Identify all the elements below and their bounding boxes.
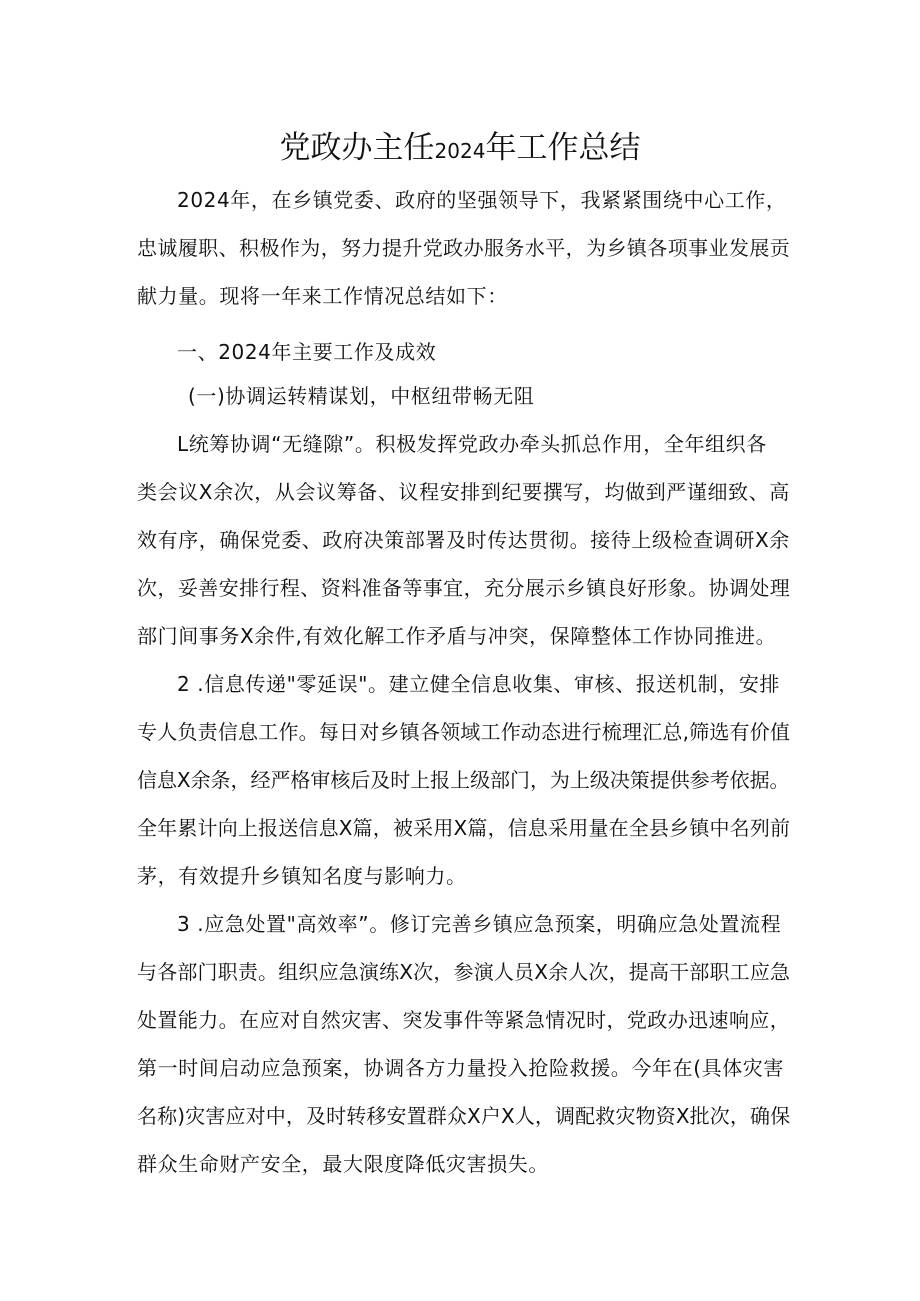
text-line: 第一时间启动应急预案，协调各方力量投入抢险救援。今年在(具体灾害 (137, 1056, 785, 1080)
text-line: 专人负责信息工作。每日对乡镇各领域工作动态进行梳理汇总,筛选有价值 (137, 720, 791, 744)
text-line: L统筹协调“无缝隙”。积极发挥党政办牵头抓总作用，全年组织各 (177, 432, 767, 456)
text-line: 部门间事务X余件,有效化解工作矛盾与冲突，保障整体工作协同推进。 (137, 624, 777, 648)
title-prefix: 党政办主任 (279, 130, 435, 166)
text-line: 忠诚履职、积极作为，努力提升党政办服务水平，为乡镇各项事业发展贡 (137, 236, 791, 260)
subsection-heading: (一)协调运转精谋划，中枢纽带畅无阻 (188, 384, 535, 408)
text-line: 名称)灾害应对中，及时转移安置群众X户X人，调配救灾物资X批次，确保 (137, 1104, 791, 1128)
document-title (0, 124, 920, 175)
text-line: 信息X余条，经严格审核后及时上报上级部门，为上级决策提供参考依据。 (137, 768, 790, 792)
text-line: 3 .应急处置"高效率”。修订完善乡镇应急预案，明确应急处置流程 (177, 912, 782, 936)
text-line: 次，妥善安排行程、资料准备等事宜，充分展示乡镇良好形象。协调处理 (137, 576, 791, 600)
title-suffix: 年工作总结 (485, 130, 641, 166)
text-line: 群众生命财产安全，最大限度降低灾害损失。 (137, 1152, 549, 1176)
title-year: 2024 (434, 139, 486, 163)
text-line: 类会议X余次，从会议筹备、议程安排到纪要撰写，均做到严谨细致、高 (137, 480, 790, 504)
section-heading: 一、2024年主要工作及成效 (177, 340, 437, 364)
text-line: 效有序，确保党委、政府决策部署及时传达贯彻。接待上级检查调研X余 (137, 528, 790, 552)
text-line: 处置能力。在应对自然灾害、突发事件等紧急情况时，党政办迅速响应， (137, 1008, 791, 1032)
text-line: 2 .信息传递"零延误"。建立健全信息收集、审核、报送机制，安排 (177, 672, 781, 696)
text-line: 全年累计向上报送信息X篇，被采用X篇，信息采用量在全县乡镇中名列前 (137, 816, 791, 840)
text-line: 与各部门职责。组织应急演练X次，参演人员X余人次，提高干部职工应急 (137, 960, 791, 984)
text-line: 献力量。现将一年来工作情况总结如下： (137, 284, 508, 308)
text-line: 茅，有效提升乡镇知名度与影响力。 (137, 864, 467, 888)
text-line: 2024年，在乡镇党委、政府的坚强领导下，我紧紧围绕中心工作， (177, 188, 787, 212)
